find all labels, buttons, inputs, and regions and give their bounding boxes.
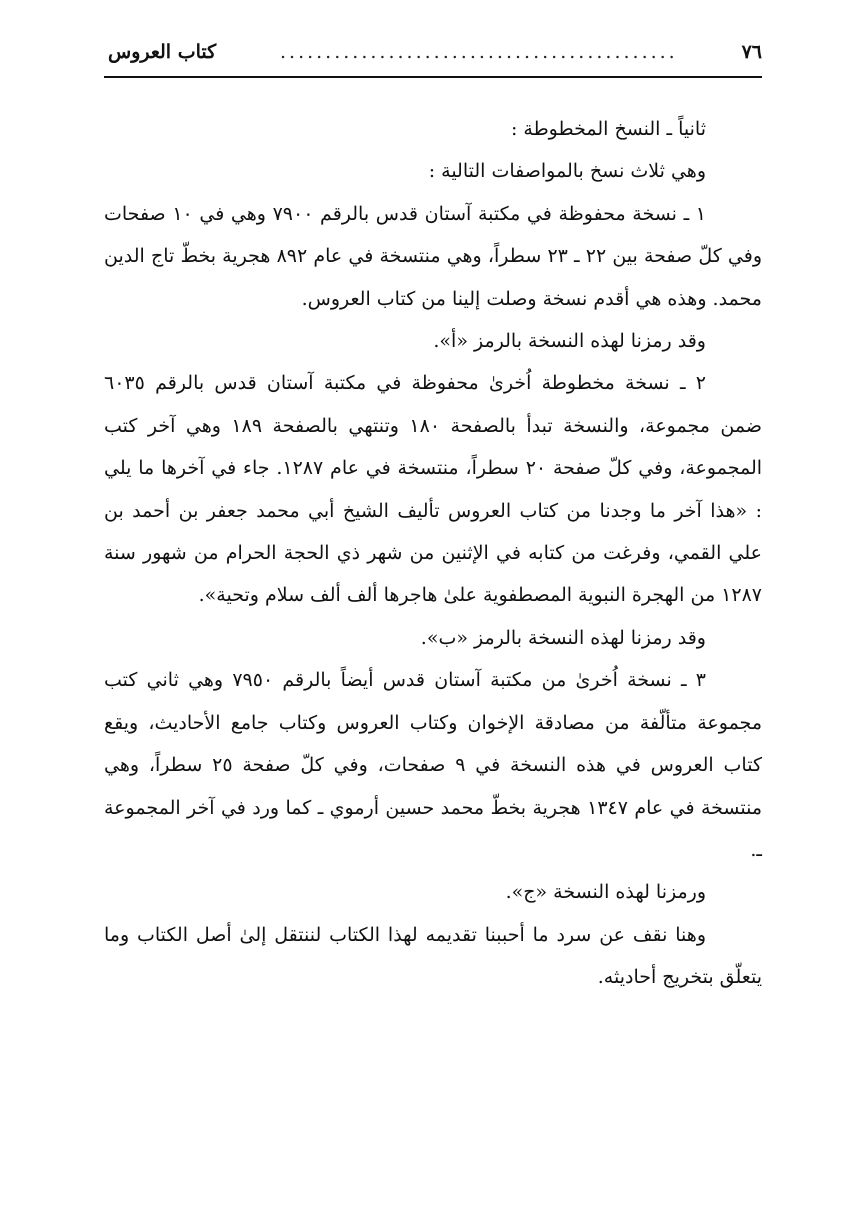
paragraph-manuscript-1: ١ ـ نسخة محفوظة في مكتبة آستان قدس بالرقم ٧٩٠٠ وهي في ١٠ صفحات وفي كلّ صفحة بين ٢٢ ـ ٢٣ سطراً، وهي منتسخة في عام ٨٩٢ هجرية بخطّ تاج الدين محمد. وهذه هي أقدم نسخة وصلت إلينا من كتاب العروس. — [104, 202, 763, 310]
header-rule — [104, 76, 762, 78]
body-text — [104, 108, 762, 999]
paragraph-manuscript-2: ٢ ـ نسخة مخطوطة اُخرىٰ محفوظة في مكتبة آستان قدس بالرقم ٦٠٣٥ ضمن مجموعة، والنسخة تبدأ بالصفحة ١٨٠ وتنتهي بالصفحة ١٨٩ وهي آخر كتب المجموعة، وفي كلّ صفحة ٢٠ سطراً، منتسخة في عام ١٢٨٧. جاء في آخرها ما يلي : «هذا آخر ما وجدنا من كتاب العروس تأليف الشيخ أبي محمد جعفر بن أحمد بن علي القمي، وفرغت من كتابه في الإثنين من شهر ذي الحجة الحرام من شهور سنة ١٢٨٧ من الهجرة النبوية المصطفوية علىٰ هاجرها ألف ألف سلام وتحية». — [104, 372, 763, 607]
page-number: ٧٦ — [741, 41, 762, 63]
section-heading: ثانياً ـ النسخ المخطوطة : — [510, 118, 706, 140]
paragraph-symbol-alef: وقد رمزنا لهذه النسخة بالرمز «أ». — [433, 330, 706, 353]
paragraph-intro: وهي ثلاث نسخ بالمواصفات التالية : — [428, 160, 706, 183]
running-title: كتاب العروس — [108, 41, 217, 63]
paragraph-manuscript-3: ٣ ـ نسخة اُخرىٰ من مكتبة آستان قدس أيضاً بالرقم ٧٩٥٠ وهي ثاني كتب مجموعة متألّفة من مصادقة الإخوان وكتاب العروس وكتاب جامع الأحاديث، ويقع كتاب العروس في هذه النسخة في ٩ صفحات، وفي كلّ صفحة ٢٥ سطراً، وهي منتسخة في عام ١٣٤٧ هجرية بخطّ محمد حسين أرموي ـ كما ورد في آخر المجموعة ـ. — [104, 669, 763, 861]
paragraph-closing: وهنا نقف عن سرد ما أحببنا تقديمه لهذا الكتاب لننتقل إلىٰ أصل الكتاب وما يتعلّق بتخريج أحاديثه. — [104, 923, 762, 989]
running-header — [108, 34, 762, 70]
paragraph-symbol-ba: وقد رمزنا لهذه النسخة بالرمز «ب». — [420, 626, 706, 649]
header-leader-dots: ............................................ — [279, 41, 678, 63]
paragraph-symbol-jim: ورمزنا لهذه النسخة «ج». — [505, 881, 706, 904]
